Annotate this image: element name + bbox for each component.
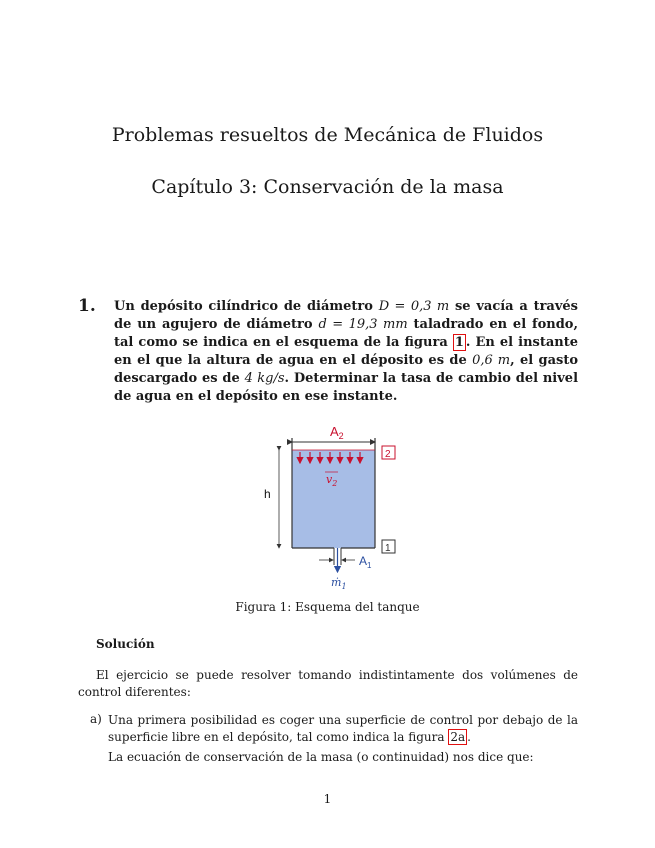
math-D: D = 0,3 m — [378, 299, 450, 314]
statement-text: . En el instante en el que la altura de agua en el déposito es de — [114, 335, 578, 368]
h-label: h — [264, 487, 271, 501]
tank-figure — [255, 420, 405, 592]
a1-label: $A_1$ — [359, 554, 372, 570]
document-title: Problemas resueltos de Mecánica de Fluidos — [111, 124, 544, 146]
item-a-marker: a) — [90, 712, 102, 726]
math-flow: 4 kg/s — [244, 371, 285, 386]
solution-heading: Solución — [96, 637, 155, 651]
statement-text: taladrado en el fondo, tal como se indica en el esquema de la figura — [114, 317, 579, 350]
v2-label: $v_2$ — [326, 473, 338, 488]
a2-label: $A_2$ — [330, 424, 344, 441]
statement-text: se vacía a través de un agujero de diámetro — [114, 299, 578, 332]
item-a-end: . — [467, 730, 471, 744]
section-1-label: 1 — [385, 543, 391, 554]
figure-ref-link[interactable]: 1 — [454, 335, 464, 350]
m1-label: ṁ$_1$ — [331, 576, 347, 591]
item-a-body: Una primera posibilidad es coger una superficie de control por debajo de la superficie libre en el depósito, tal como indica la figura — [108, 713, 578, 744]
page-number: 1 — [323, 792, 332, 806]
math-d: d = 19,3 mm — [318, 317, 408, 332]
figure-caption: Figura 1: Esquema del tanque — [235, 600, 420, 614]
chapter-title: Capítulo 3: Conservación de la masa — [151, 176, 504, 198]
problem-number: 1. — [78, 296, 96, 316]
problem-statement — [114, 298, 578, 406]
section-2-label: 2 — [385, 449, 391, 460]
statement-text: Un depósito cilíndrico de diámetro — [114, 299, 379, 314]
figure-2a-ref-link[interactable]: 2a — [450, 730, 466, 744]
water-body — [292, 450, 375, 548]
item-a-text — [108, 712, 578, 746]
statement-text: , el gasto descargado es de — [114, 353, 579, 386]
statement-text: . Determinar la tasa de cambio del nivel de agua en el depósito en ese instante. — [114, 371, 579, 404]
continuity-sentence: La ecuación de conservación de la masa (o continuidad) nos dice que: — [108, 750, 534, 764]
math-height: 0,6 m — [472, 353, 511, 368]
solution-intro: El ejercicio se puede resolver tomando indistintamente dos volúmenes de control diferentes: — [78, 668, 578, 699]
